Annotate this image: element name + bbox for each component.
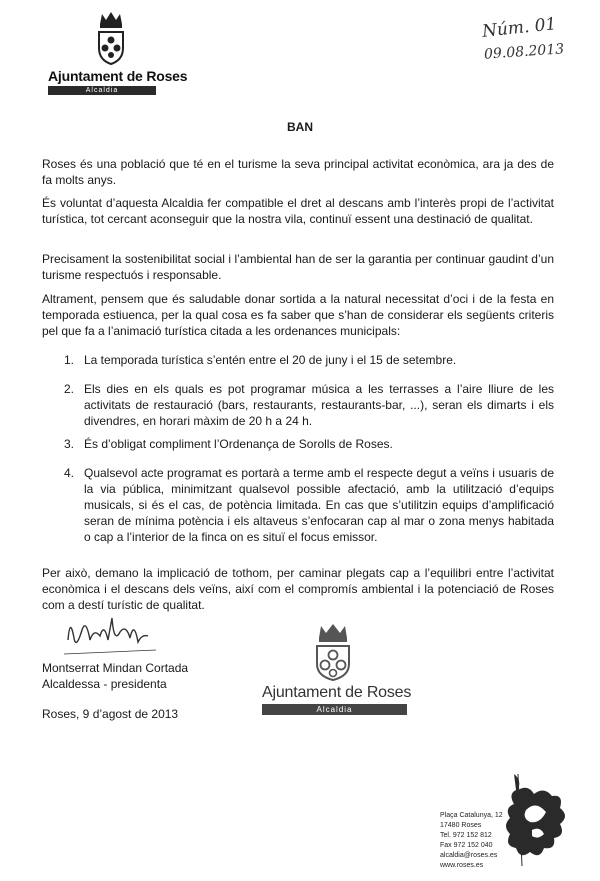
address-line: Fax 972 152 040 [440, 842, 493, 849]
handwritten-signature [60, 610, 160, 658]
place-and-date: Roses, 9 d’agost de 2013 [42, 707, 179, 721]
stamp-department: Alcaldia [262, 704, 407, 715]
footer-address [440, 811, 503, 871]
header-org-name: Ajuntament de Roses [48, 68, 188, 84]
document-title: BAN [287, 120, 313, 134]
list-item-number: 2. [64, 382, 75, 396]
paragraph-4: Altrament, pensem que és saludable donar sortida a la natural necessitat d’oci i de la festa en temporada estiuenca, per la qual cosa es fa saber que s’han de considerar els següents criteris pel que fa a l’animació turística citada a les ordenances municipals: [42, 292, 554, 338]
header-department: Alcaldia [48, 86, 156, 95]
list-item-text: La temporada turística s’entén entre el 20 de juny i el 15 de setembre. [84, 353, 457, 367]
paragraph-2: És voluntat d’aquesta Alcaldia fer compatible el dret al descans amb l’interès propi de l’activitat turística, tot cercant aconseguir que la nostra vila, continuï essent una destinació de qualitat. [42, 196, 554, 226]
handwritten-date: 09.08.2013 [483, 41, 565, 63]
rose-flower-icon [500, 770, 572, 870]
closing-paragraph: Per això, demano la implicació de tothom, per caminar plegats cap a l’equilibri entre l’activitat econòmica i el descans dels veïns, així com el compromís ambiental i la potenciació de Roses com a destí turístic de qualitat. [42, 566, 554, 612]
roses-coat-of-arms-icon [96, 10, 126, 66]
address-line: Plaça Catalunya, 12 [440, 812, 503, 819]
list-item-number: 3. [64, 437, 75, 451]
address-line: 17480 Roses [440, 822, 482, 829]
list-item-number: 1. [64, 353, 75, 367]
paragraph-1: Roses és una població que té en el turisme la seva principal activitat econòmica, ara ja des de fa molts anys. [42, 157, 554, 187]
email-address: alcaldia@roses.es [440, 852, 498, 859]
handwritten-number: Núm. 01 [481, 14, 558, 42]
address-line: Tel. 972 152 812 [440, 832, 492, 839]
list-item-text: Qualsevol acte programat es portarà a terme amb el respecte degut a veïns i usuaris de la via pública, minimitzant qualsevol possible afectació, amb la utilització d’equips musicals, si és el cas, de potència limitada. En cas que s’utilitzin equips d’amplificació seran de mínima potència i els altaveus s’enfocaran cap al mar o zona menys habitada o cap a l’interior de la finca on es situï el focus emissor. [84, 466, 554, 544]
signatory-name: Montserrat Mindan Cortada [42, 661, 189, 675]
list-item-number: 4. [64, 466, 75, 480]
paragraph-3: Precisament la sostenibilitat social i l’ambiental han de ser la garantia per continuar gaudint d’un turisme respectuós i responsable. [42, 252, 554, 282]
stamp-coat-of-arms-icon [313, 622, 353, 682]
signatory-role: Alcaldessa - presidenta [42, 677, 167, 691]
list-item-text: És d’obligat compliment l’Ordenança de Sorolls de Roses. [84, 437, 393, 451]
stamp-org-name: Ajuntament de Roses [262, 684, 412, 701]
website-address: www.roses.es [440, 862, 484, 869]
list-item-text: Els dies en els quals es pot programar música a les terrasses a l’aire lliure de les activitats de restauració (bars, restaurants, restaurants-bar, ...), seran els dimarts i els divendres, en horari màxim de 20 h a 24 h. [84, 382, 554, 428]
